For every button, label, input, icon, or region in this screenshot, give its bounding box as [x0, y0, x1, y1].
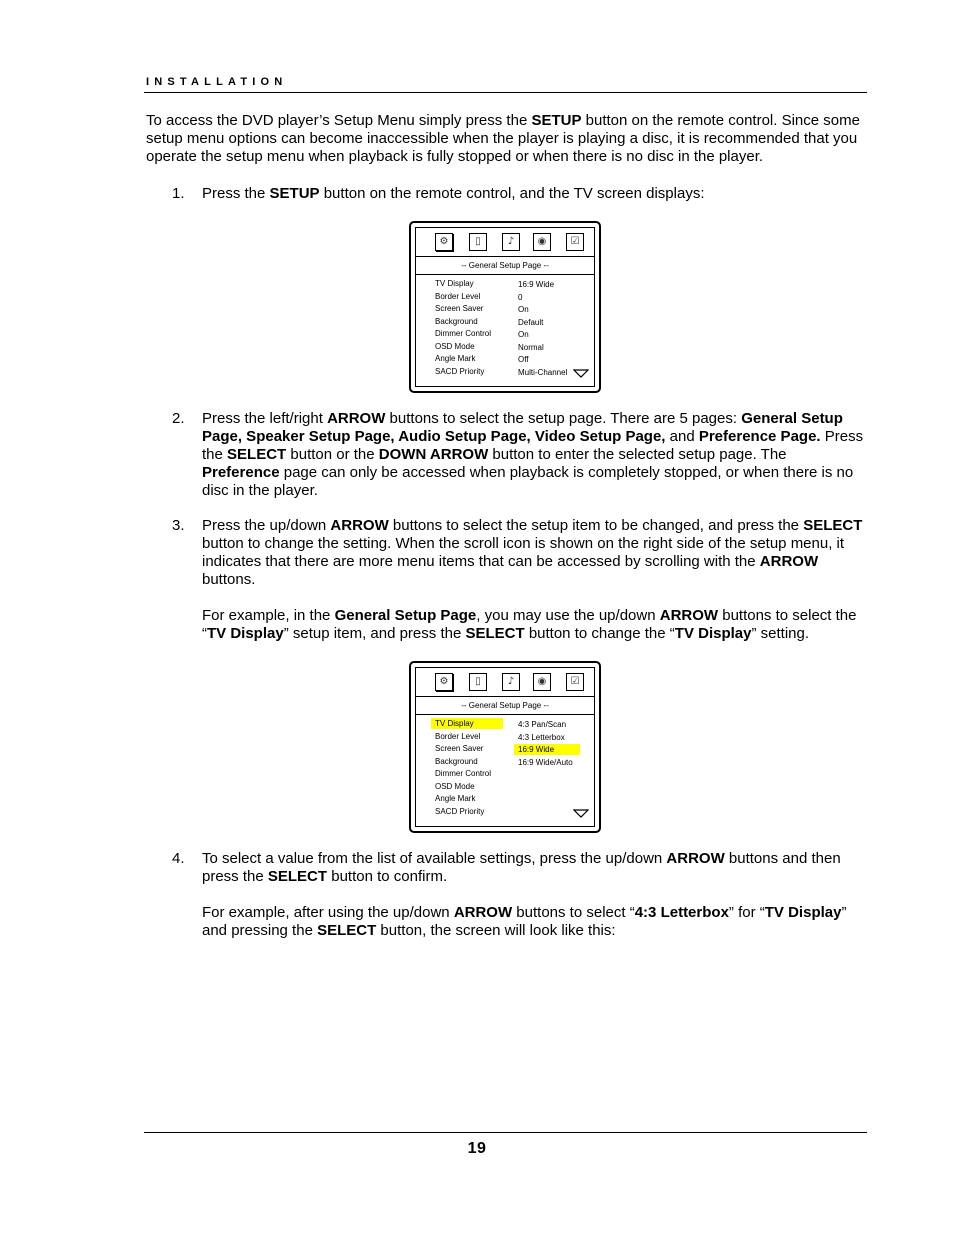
bold-text: ARROW [453, 904, 513, 921]
bold-text: Preference [202, 464, 280, 481]
text: button on the remote control, and the TV screen displays: [319, 185, 705, 202]
section-header: INSTALLATION [146, 76, 288, 88]
menu-value: 16:9 Wide [518, 280, 555, 289]
bold-text: SELECT [317, 922, 377, 939]
text: Press the up/down [202, 517, 331, 534]
text: Press the [202, 185, 270, 202]
text: To select a value from the list of available settings, press the up/down [202, 850, 667, 867]
menu-item: OSD Mode [435, 781, 475, 791]
menu-item: Background [435, 756, 478, 766]
setup-menu-screen-2 [409, 661, 601, 833]
step-number: 1. [172, 185, 185, 202]
text: button to change the setting. When the scroll icon is shown on the right side of the setup menu, it indicates that there are more menu items that can be accessed by scrolling with the [202, 535, 845, 570]
menu-item: Angle Mark [435, 354, 476, 363]
text: buttons to select “ [512, 904, 635, 921]
text: buttons to select the “ [202, 607, 857, 642]
bold-text: ARROW [666, 850, 725, 867]
intro-paragraph [146, 112, 866, 166]
audio-icon: ♪ [502, 233, 520, 251]
option-item: 4:3 Letterbox [518, 732, 565, 742]
menu-value: Multi-Channel [518, 367, 568, 377]
menu-item: Border Level [435, 291, 481, 301]
text: ” and pressing the [202, 904, 847, 939]
video-icon: ◉ [533, 233, 551, 251]
menu-item: SACD Priority [435, 806, 485, 816]
step-text [202, 517, 867, 589]
text: button, the screen will look like this: [376, 922, 616, 939]
text: button to change the “ [524, 625, 675, 642]
settings-icon: ⚙ [435, 673, 453, 691]
text: ” setup item, and press the [283, 625, 466, 642]
scroll-down-icon [573, 809, 589, 819]
scroll-down-icon [573, 369, 589, 379]
bold-text: SELECT [267, 868, 328, 885]
footer-rule [144, 1132, 867, 1133]
header-rule [144, 92, 867, 93]
bold-text: General Setup Page [334, 607, 477, 624]
text: ” for “ [728, 904, 765, 921]
speaker-icon: ▯ [469, 673, 487, 691]
text: page can only be accessed when playback is completely stopped, or when there is no disc in the player. [202, 464, 854, 499]
bold-text: SELECT [803, 517, 863, 534]
preference-icon: ☑ [566, 233, 584, 251]
video-icon: ◉ [533, 673, 551, 691]
text: buttons and then press the [202, 850, 841, 885]
setup-menu-screen-1 [409, 221, 601, 393]
option-item: 4:3 Pan/Scan [518, 720, 567, 729]
text: For example, in the [202, 607, 335, 624]
text: ” setting. [751, 625, 810, 642]
step-number: 3. [172, 517, 185, 534]
bold-text: TV Display [764, 904, 842, 921]
example-text [202, 904, 867, 940]
menu-value: Default [518, 317, 544, 327]
menu-value: Off [518, 355, 529, 364]
menu-item: Screen Saver [435, 744, 484, 753]
option-item-selected [518, 744, 580, 755]
text: button to enter the selected setup page. The [488, 446, 787, 463]
settings-icon: ⚙ [435, 233, 453, 251]
menu-value: On [518, 305, 529, 314]
text: and [665, 428, 699, 445]
menu-item: TV Display [435, 279, 474, 288]
intro-text-2: button on the remote control. Since some setup menu options can become inaccessible when the player is playing a disc, it is recommended that you operate the setup menu when playback is fully stopped or when there is no disc in the player. [146, 112, 860, 165]
menu-item: OSD Mode [435, 341, 475, 351]
step-text [202, 850, 867, 886]
text: button or the [286, 446, 379, 463]
text: buttons. [202, 571, 256, 588]
text: For example, after using the up/down [202, 904, 454, 921]
step-text [202, 185, 867, 203]
bold-text: SELECT [465, 625, 525, 642]
screen-frame [415, 667, 595, 827]
speaker-icon: ▯ [469, 233, 487, 251]
step-number: 4. [172, 850, 185, 867]
intro-bold-setup: SETUP [531, 112, 582, 129]
text: buttons to select the setup page. There are 5 pages: [385, 410, 742, 427]
intro-text-1: To access the DVD player’s Setup Menu simply press the [146, 112, 532, 129]
menu-value: On [518, 330, 529, 339]
text: Press the left/right [202, 410, 328, 427]
text: button to confirm. [327, 868, 448, 885]
bold-text: General Setup Page, Speaker Setup Page, Audio Setup Page, Video Setup Page, [202, 410, 843, 445]
setup-tab-row [416, 228, 594, 255]
bold-text: SELECT [227, 446, 287, 463]
menu-item: Border Level [435, 731, 481, 741]
screen-frame [415, 227, 595, 387]
menu-item: Background [435, 316, 478, 326]
menu-item-selected [435, 718, 503, 729]
highlighted-item: TV Display [431, 718, 503, 729]
bold-text: ARROW [327, 410, 386, 427]
menu-item: Screen Saver [435, 304, 484, 313]
bold-text: ARROW [659, 607, 719, 624]
text: , you may use the up/down [476, 607, 660, 624]
page-title: -- General Setup Page -- [416, 256, 594, 275]
bold-text: TV Display [207, 625, 284, 642]
menu-item: SACD Priority [435, 366, 485, 376]
menu-item: Dimmer Control [435, 769, 492, 778]
setup-tab-row [416, 668, 594, 695]
preference-icon: ☑ [566, 673, 584, 691]
menu-item: Dimmer Control [435, 329, 492, 338]
page-title: -- General Setup Page -- [416, 696, 594, 715]
menu-value: Normal [518, 342, 544, 352]
page-number: 19 [467, 1140, 487, 1157]
bold-text: 4:3 Letterbox [634, 904, 729, 921]
menu-value: 0 [518, 292, 523, 302]
bold-text: TV Display [674, 625, 752, 642]
option-item: 16:9 Wide/Auto [518, 757, 573, 767]
bold-text: DOWN ARROW [378, 446, 489, 463]
bold-text: Preference Page. [698, 428, 821, 445]
bold-text: ARROW [759, 553, 819, 570]
audio-icon: ♪ [502, 673, 520, 691]
menu-item: Angle Mark [435, 794, 476, 803]
bold-text: ARROW [330, 517, 389, 534]
step-number: 2. [172, 410, 185, 427]
text: Press the [202, 428, 864, 463]
bold-text: SETUP [269, 185, 320, 202]
example-text [202, 607, 867, 643]
text: buttons to select the setup item to be changed, and press the [388, 517, 804, 534]
step-text [202, 410, 867, 500]
highlighted-option: 16:9 Wide [514, 744, 580, 755]
